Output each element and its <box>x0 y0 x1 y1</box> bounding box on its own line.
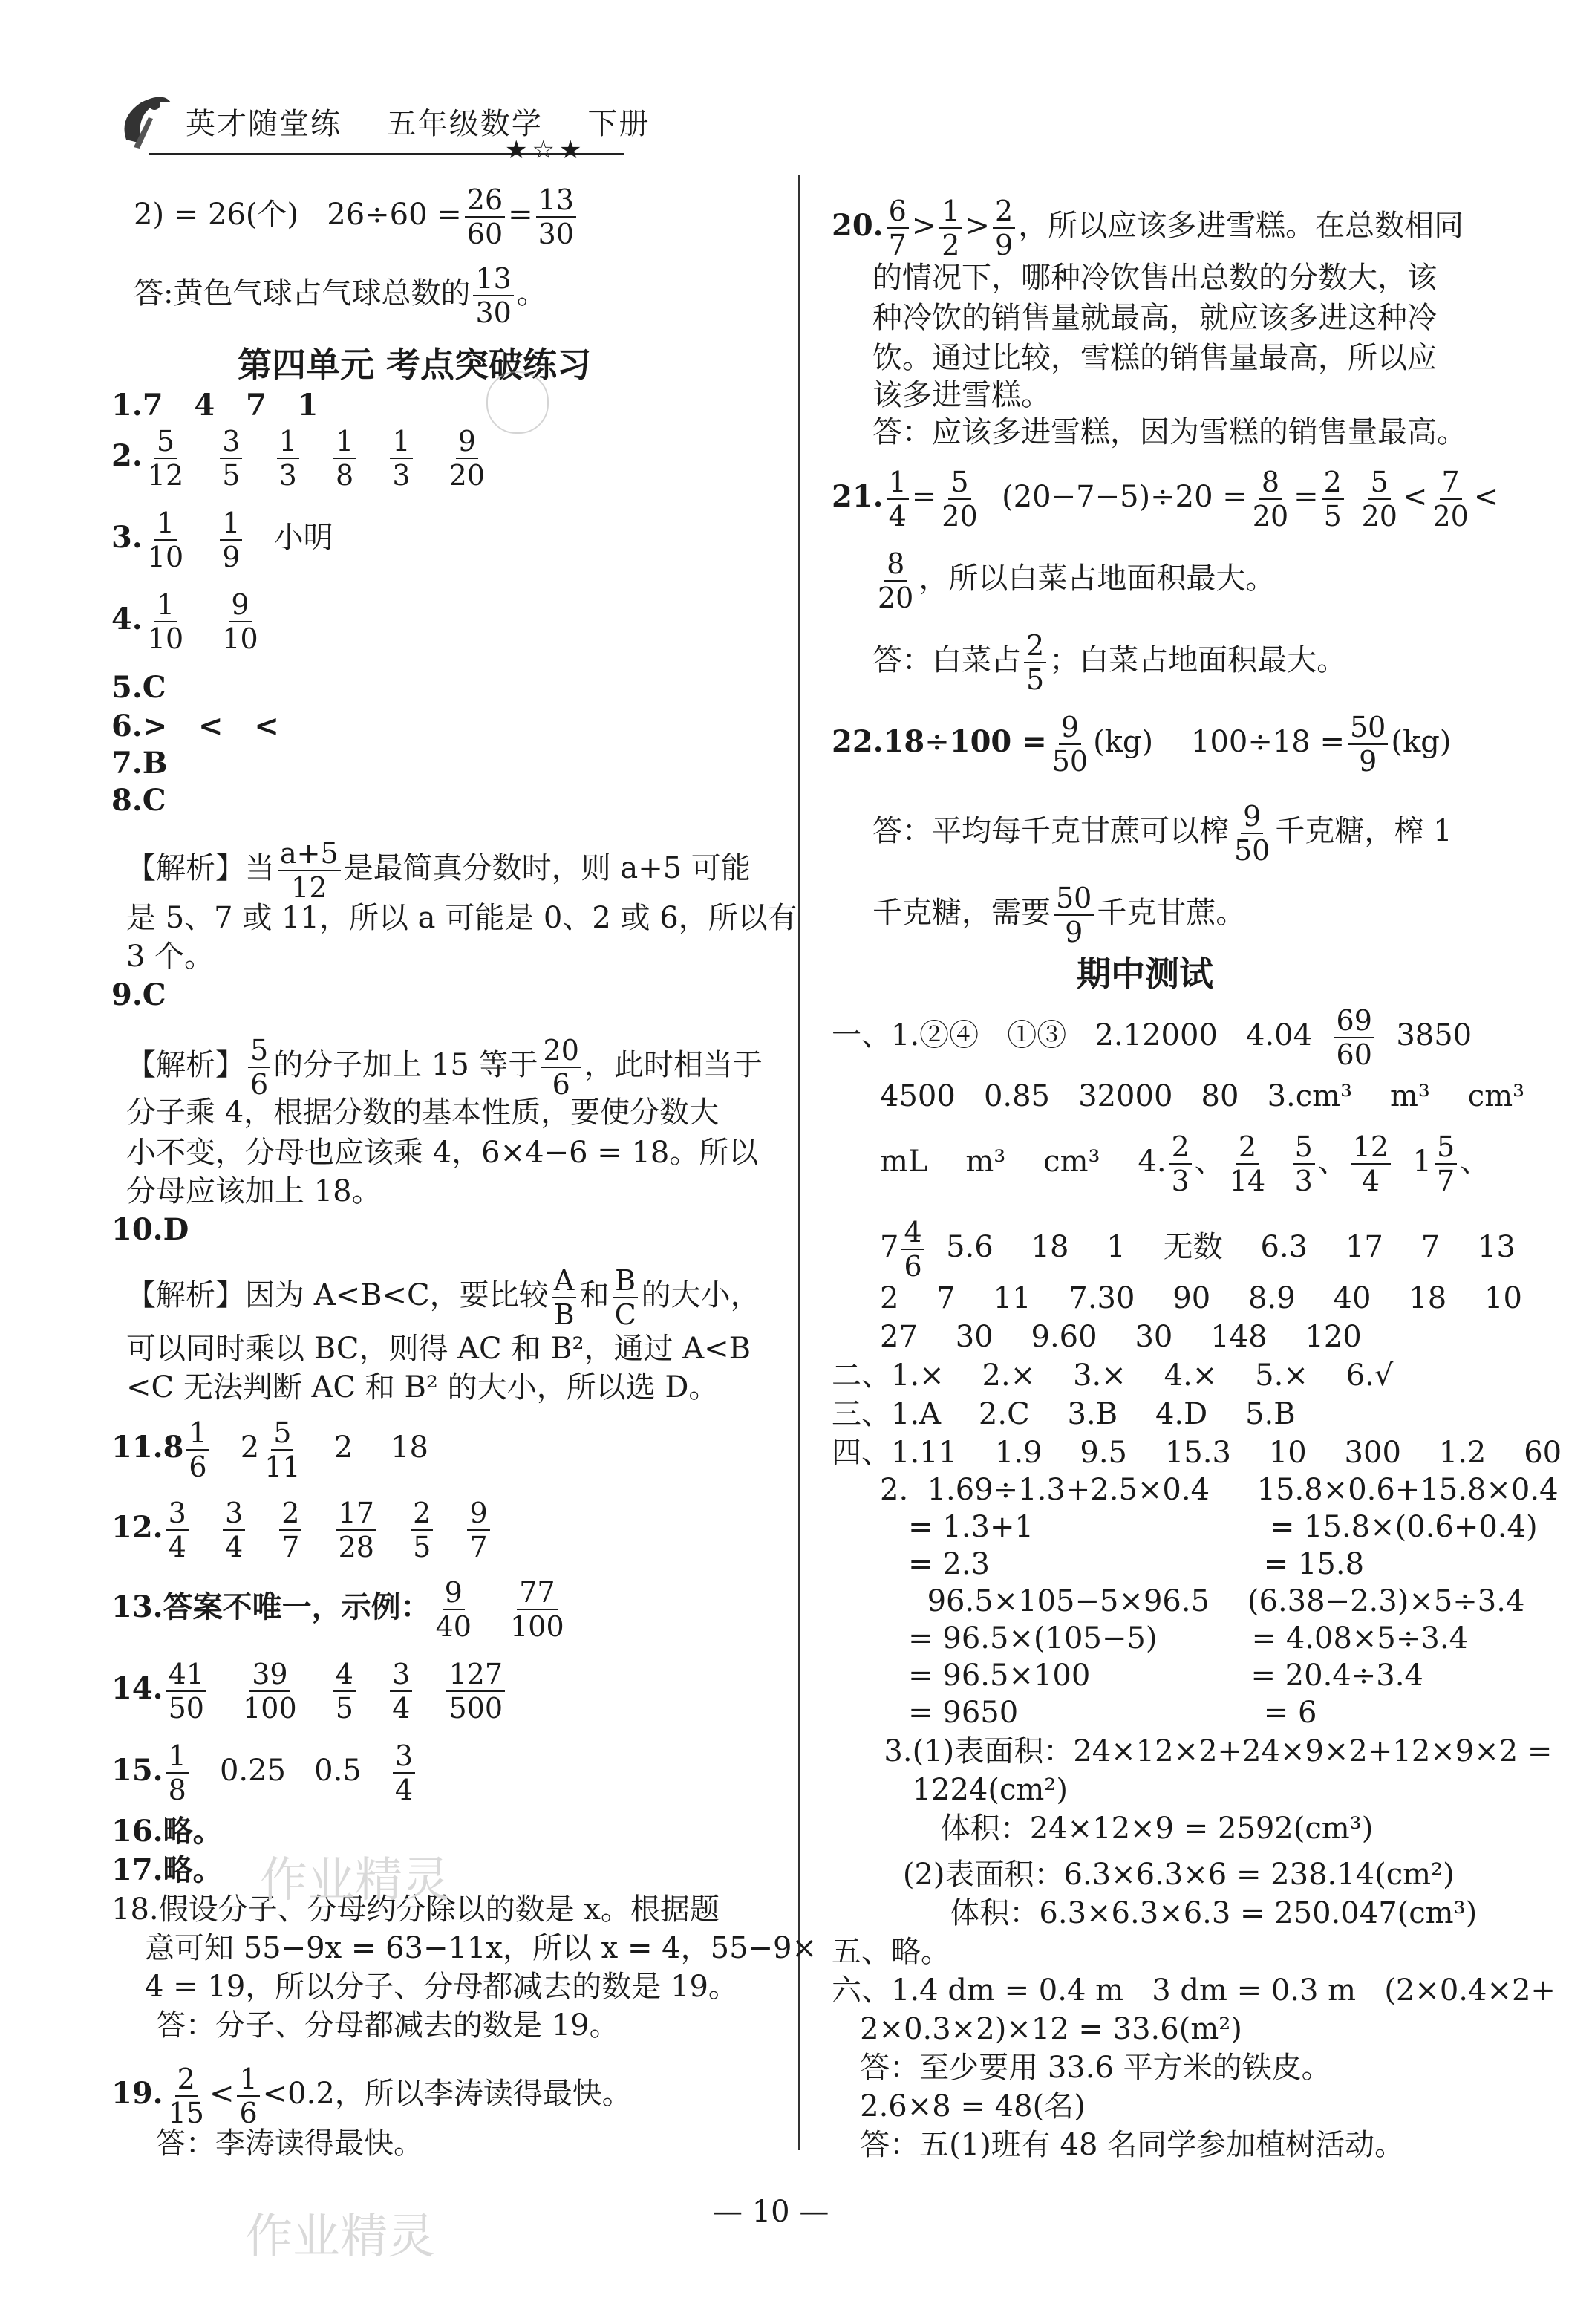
header-text <box>186 100 684 143</box>
logo-icon <box>111 88 178 154</box>
midterm-4a: 四、1.11 1.9 9.5 15.3 10 300 1.2 60 <box>832 1436 1562 1470</box>
answer-3: 3. $\frac{1}{10}$ $\frac{1}{9}$ 小明 <box>111 507 333 573</box>
midterm-4g: = 96.5×100 = 20.4÷3.4 <box>880 1659 1423 1693</box>
midterm-4m: 体积：6.3×6.3×6.3 = 250.047(cm³) <box>865 1896 1478 1930</box>
answer-17: 17.略。 <box>111 1852 223 1887</box>
answer-20f: 答：应该多进雪糕，因为雪糕的销售量最高。 <box>872 415 1467 449</box>
midterm-4b: 2. 1.69÷1.3+2.5×0.4 15.8×0.6+15.8×0.4 <box>880 1473 1559 1507</box>
midterm-6b: 2×0.3×2)×12 = 33.6(m²) <box>832 2012 1242 2046</box>
midterm-3: 三、1.A 2.C 3.B 4.D 5.B <box>832 1397 1296 1431</box>
midterm-4i: 3.(1)表面积：24×12×2+24×9×2+12×9×2 = <box>865 1734 1553 1768</box>
analysis-9b: 分子乘 4，根据分数的基本性质，要使分数大 <box>126 1096 720 1130</box>
analysis-10b: 可以同时乘以 BC，则得 AC 和 B²，通过 A<B <box>126 1332 751 1366</box>
midterm-6d: 2.6×8 = 48(名) <box>832 2089 1086 2123</box>
line-top1: 2) = 26(个) 26÷60 = $\frac{26}{60}$ = $\frac{13}{30}$ <box>134 186 579 248</box>
watermark: 作业精灵 <box>260 1853 450 1908</box>
midterm-1b: 4500 0.85 32000 80 3.cm³ m³ cm³ <box>880 1079 1525 1113</box>
volume: 下册 <box>587 106 650 141</box>
answer-20e: 该多进雪糕。 <box>872 378 1051 412</box>
midterm-1c: mL m³ cm³ 4. $\frac{2}{3}$ 、 $\frac{2}{14}$ $\frac{5}{3}$ 、 $\frac{12}{4}$ 1 $\frac{5}{7}$ 、 <box>880 1130 1490 1197</box>
answer-20b: 的情况下，哪种冷饮售出总数的分数大，该 <box>872 261 1437 295</box>
midterm-1d: 7 $\frac{4}{6}$ 5.6 18 1 无数 6.3 17 7 13 <box>880 1216 1516 1283</box>
answer-22b: 答：平均每千克甘蔗可以榨 $\frac{9}{50}$ 千克糖，榨 1 <box>872 800 1452 867</box>
midterm-1e: 2 7 11 7.30 90 8.9 40 18 10 <box>880 1281 1522 1315</box>
midterm-6e: 答：五(1)班有 48 名同学参加植树活动。 <box>832 2128 1405 2162</box>
section-title-unit4: 第四单元 考点突破练习 <box>238 345 592 385</box>
answer-19b: 答：李涛读得最快。 <box>156 2126 423 2161</box>
answer-8: 8.C <box>111 783 166 818</box>
analysis-8c: 3 个。 <box>126 940 215 974</box>
section-title-midterm: 期中测试 <box>1077 954 1213 994</box>
page-number: — 10 — <box>713 2195 829 2229</box>
answer-1: 1.7 4 7 1 <box>111 388 319 423</box>
answer-4: 4. $\frac{1}{10}$ $\frac{9}{10}$ <box>111 588 258 655</box>
answer-13: 13.答案不唯一，示例： $\frac{9}{40}$ $\frac{77}{100}$ <box>111 1576 564 1643</box>
midterm-4j: 1224(cm²) <box>865 1773 1068 1807</box>
page-header <box>111 88 684 154</box>
answer-7: 7.B <box>111 746 168 781</box>
answer-18a: 18.假设分子、分母约分除以的数是 x。根据题 <box>111 1892 720 1927</box>
analysis-9d: 分母应该加上 18。 <box>126 1174 382 1208</box>
answer-15: 15. $\frac{1}{8}$ 0.25 0.5 $\frac{3}{4}$ <box>111 1742 418 1804</box>
answer-18c: 4 = 19，所以分子、分母都减去的数是 19。 <box>145 1970 738 2004</box>
midterm-4f: = 96.5×(105−5) = 4.08×5÷3.4 <box>880 1621 1469 1656</box>
series-name: 英才随堂练 <box>186 106 342 141</box>
midterm-4l: (2)表面积：6.3×6.3×6 = 238.14(cm²) <box>865 1858 1455 1892</box>
answer-12: 12. $\frac{3}{4}$ $\frac{3}{4}$ $\frac{2}{7}$ $\frac{17}{28}$ $\frac{2}{5}$ $\frac{9}{7}$ <box>111 1499 493 1561</box>
midterm-4d: = 2.3 = 15.8 <box>880 1547 1365 1581</box>
midterm-2: 二、1.× 2.× 3.× 4.× 5.× 6.√ <box>832 1358 1394 1393</box>
answer-20: 20. $\frac{6}{7}$ > $\frac{1}{2}$ > $\frac{2}{9}$ ，所以应该多进雪糕。在总数相同 <box>832 195 1464 261</box>
answer-10: 10.D <box>111 1212 189 1247</box>
midterm-1a: 一、1.②④ ①③ 2.12000 4.04 $\frac{69}{60}$ 3850 <box>832 1004 1472 1071</box>
stamp-seal <box>486 371 549 434</box>
midterm-6a: 六、1.4 dm = 0.4 m 3 dm = 0.3 m (2×0.4×2+ <box>832 1973 1556 2008</box>
midterm-5: 五、略。 <box>832 1935 950 1969</box>
midterm-4h: = 9650 = 6 <box>880 1696 1317 1730</box>
answer-21c: 答：白菜占 $\frac{2}{5}$ ；白菜占地面积最大。 <box>872 629 1347 696</box>
analysis-9c: 小不变，分母也应该乘 4，6×4−6 = 18。所以 <box>126 1136 759 1170</box>
answer-22c: 千克糖，需要 $\frac{50}{9}$ 千克甘蔗。 <box>872 882 1246 948</box>
answer-18b: 意可知 55−9x = 63−11x，所以 x = 4，55−9× <box>145 1931 817 1965</box>
answer-16: 16.略。 <box>111 1814 223 1849</box>
answer-21: 21. $\frac{1}{4}$ = $\frac{5}{20}$ (20−7−5)÷20 = $\frac{8}{20}$ = $\frac{2}{5}$ $\frac{5}{20}$ < $\frac{7}{20}$ < <box>832 466 1499 533</box>
analysis-9a: 【解析】 $\frac{5}{6}$ 的分子加上 15 等于 $\frac{20}{6}$ ，此时相当于 <box>126 1034 763 1101</box>
analysis-8a: 【解析】当 $\frac{a+5}{12}$ 是最简真分数时，则 a+5 可能 <box>126 837 751 904</box>
midterm-4e: 96.5×105−5×96.5 (6.38−2.3)×5÷3.4 <box>880 1584 1525 1618</box>
answer-6: 6.> < < <box>111 709 279 743</box>
midterm-1f: 27 30 9.60 30 148 120 <box>880 1320 1362 1354</box>
answer-5: 5.C <box>111 670 166 705</box>
midterm-4c: = 1.3+1 = 15.8×(0.6+0.4) <box>880 1510 1538 1544</box>
answer-20d: 饮。通过比较，雪糕的销售量最高，所以应 <box>872 341 1437 375</box>
answer-22: 22.18÷100 = $\frac{9}{50}$ (kg) 100÷18 = $\frac{50}{9}$ (kg) <box>832 711 1452 778</box>
analysis-10c: <C 无法判断 AC 和 B² 的大小，所以选 D。 <box>126 1370 719 1405</box>
answer-9: 9.C <box>111 977 166 1012</box>
answer-18d: 答：分子、分母都减去的数是 19。 <box>156 2008 619 2043</box>
answer-11: 11.8 $\frac{1}{6}$ 2 $\frac{5}{11}$ 2 18 <box>111 1416 428 1483</box>
answer-21b: $\frac{8}{20}$ ，所以白菜占地面积最大。 <box>878 547 1276 614</box>
analysis-10a: 【解析】因为 A<B<C，要比较 $\frac{A}{B}$ 和 $\frac{B}{C}$ 的大小， <box>126 1264 760 1331</box>
midterm-4k: 体积：24×12×9 = 2592(cm³) <box>865 1812 1374 1846</box>
answer-2: 2. $\frac{5}{12}$ $\frac{3}{5}$ $\frac{1}{3}$ $\frac{1}{8}$ $\frac{1}{3}$ $\frac{9}{20}$ <box>111 425 486 492</box>
answer-14: 14. $\frac{41}{50}$ $\frac{39}{100}$ $\frac{4}{5}$ $\frac{3}{4}$ $\frac{127}{500}$ <box>111 1660 508 1722</box>
line-top2: 答:黄色气球占气球总数的 $\frac{13}{30}$ 。 <box>134 262 547 329</box>
analysis-8b: 是 5、7 或 11，所以 a 可能是 0、2 或 6，所以有 <box>126 901 797 935</box>
answer-19: 19. $\frac{2}{15}$ < $\frac{1}{6}$ <0.2，所以李涛读得最快。 <box>111 2063 632 2129</box>
watermark-bottom: 作业精灵 <box>245 2210 435 2265</box>
answer-20c: 种冷饮的销售量就最高，就应该多进这种冷 <box>872 301 1437 335</box>
grade-subject: 五年级数学 <box>386 106 543 141</box>
header-stars: ★☆★ <box>505 135 587 165</box>
column-divider <box>798 175 800 2150</box>
midterm-6c: 答：至少要用 33.6 平方米的铁皮。 <box>832 2051 1331 2085</box>
